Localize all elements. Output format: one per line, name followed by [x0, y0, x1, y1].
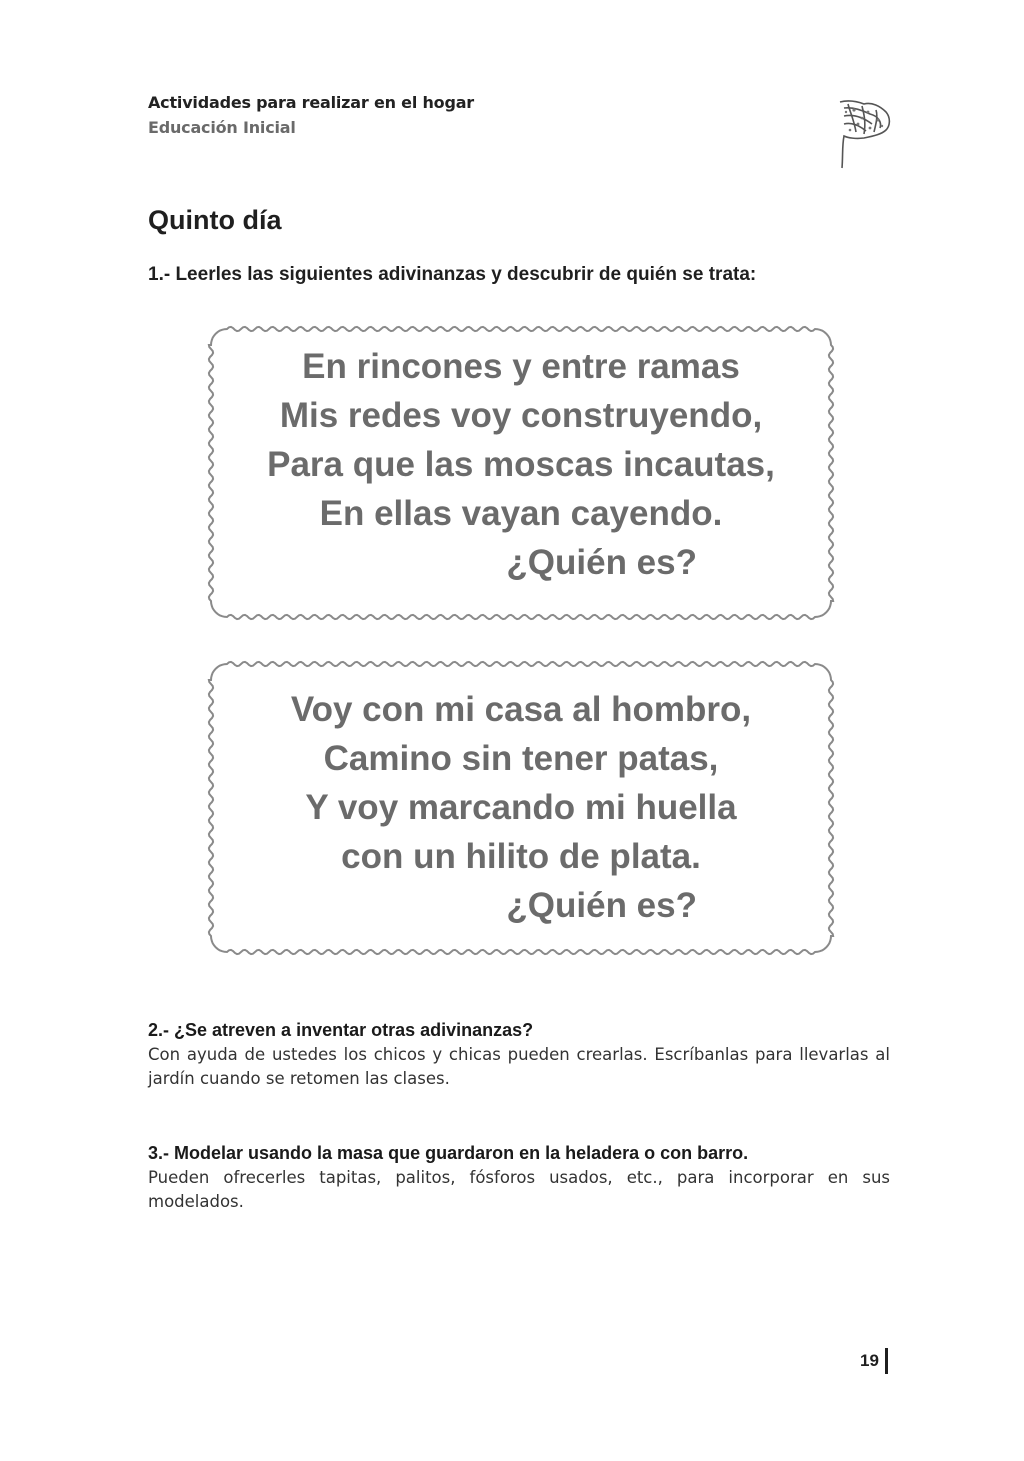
riddle-text — [205, 342, 837, 587]
instruction-1: 1.- Leerles las siguientes adivinanzas y descubrir de quién se trata: — [148, 264, 757, 285]
riddle-line: En rincones y entre ramas — [302, 347, 740, 386]
riddle-card — [205, 323, 837, 623]
section-2-body: Con ayuda de ustedes los chicos y chicas pueden crearlas. Escríbanlas para llevarlas al jardín cuando se retomen las clases. — [148, 1045, 890, 1088]
riddle-line: Para que las moscas incautas, — [267, 445, 775, 484]
section-2 — [148, 1018, 890, 1091]
riddle-line: Voy con mi casa al hombro, — [290, 690, 752, 729]
section-3-body: Pueden ofrecerles tapitas, palitos, fósforos usados, etc., para incorporar en sus modelados. — [148, 1168, 890, 1211]
riddle-question: ¿Quién es? — [506, 543, 697, 582]
riddle-text — [205, 685, 837, 930]
riddle-line: con un hilito de plata. — [341, 837, 701, 876]
section-3 — [148, 1141, 890, 1214]
riddle-line: En ellas vayan cayendo. — [319, 494, 723, 533]
header-title: Actividades para realizar en el hogar — [148, 93, 474, 112]
riddle-card — [205, 658, 837, 958]
riddle-line: Mis redes voy construyendo, — [279, 396, 763, 435]
riddle-line: Y voy marcando mi huella — [305, 788, 737, 827]
riddle-line: Camino sin tener patas, — [323, 739, 719, 778]
page-title: Quinto día — [148, 205, 282, 235]
argentina-map-icon — [834, 98, 894, 174]
section-3-title: 3.- Modelar usando la masa que guardaron en la heladera o con barro. — [148, 1143, 749, 1163]
page-number-bar — [885, 1348, 888, 1374]
page-number: 19 — [860, 1351, 879, 1370]
header-subtitle: Educación Inicial — [148, 118, 296, 137]
riddle-question: ¿Quién es? — [506, 886, 697, 925]
section-2-title: 2.- ¿Se atreven a inventar otras adivinanzas? — [148, 1020, 534, 1040]
